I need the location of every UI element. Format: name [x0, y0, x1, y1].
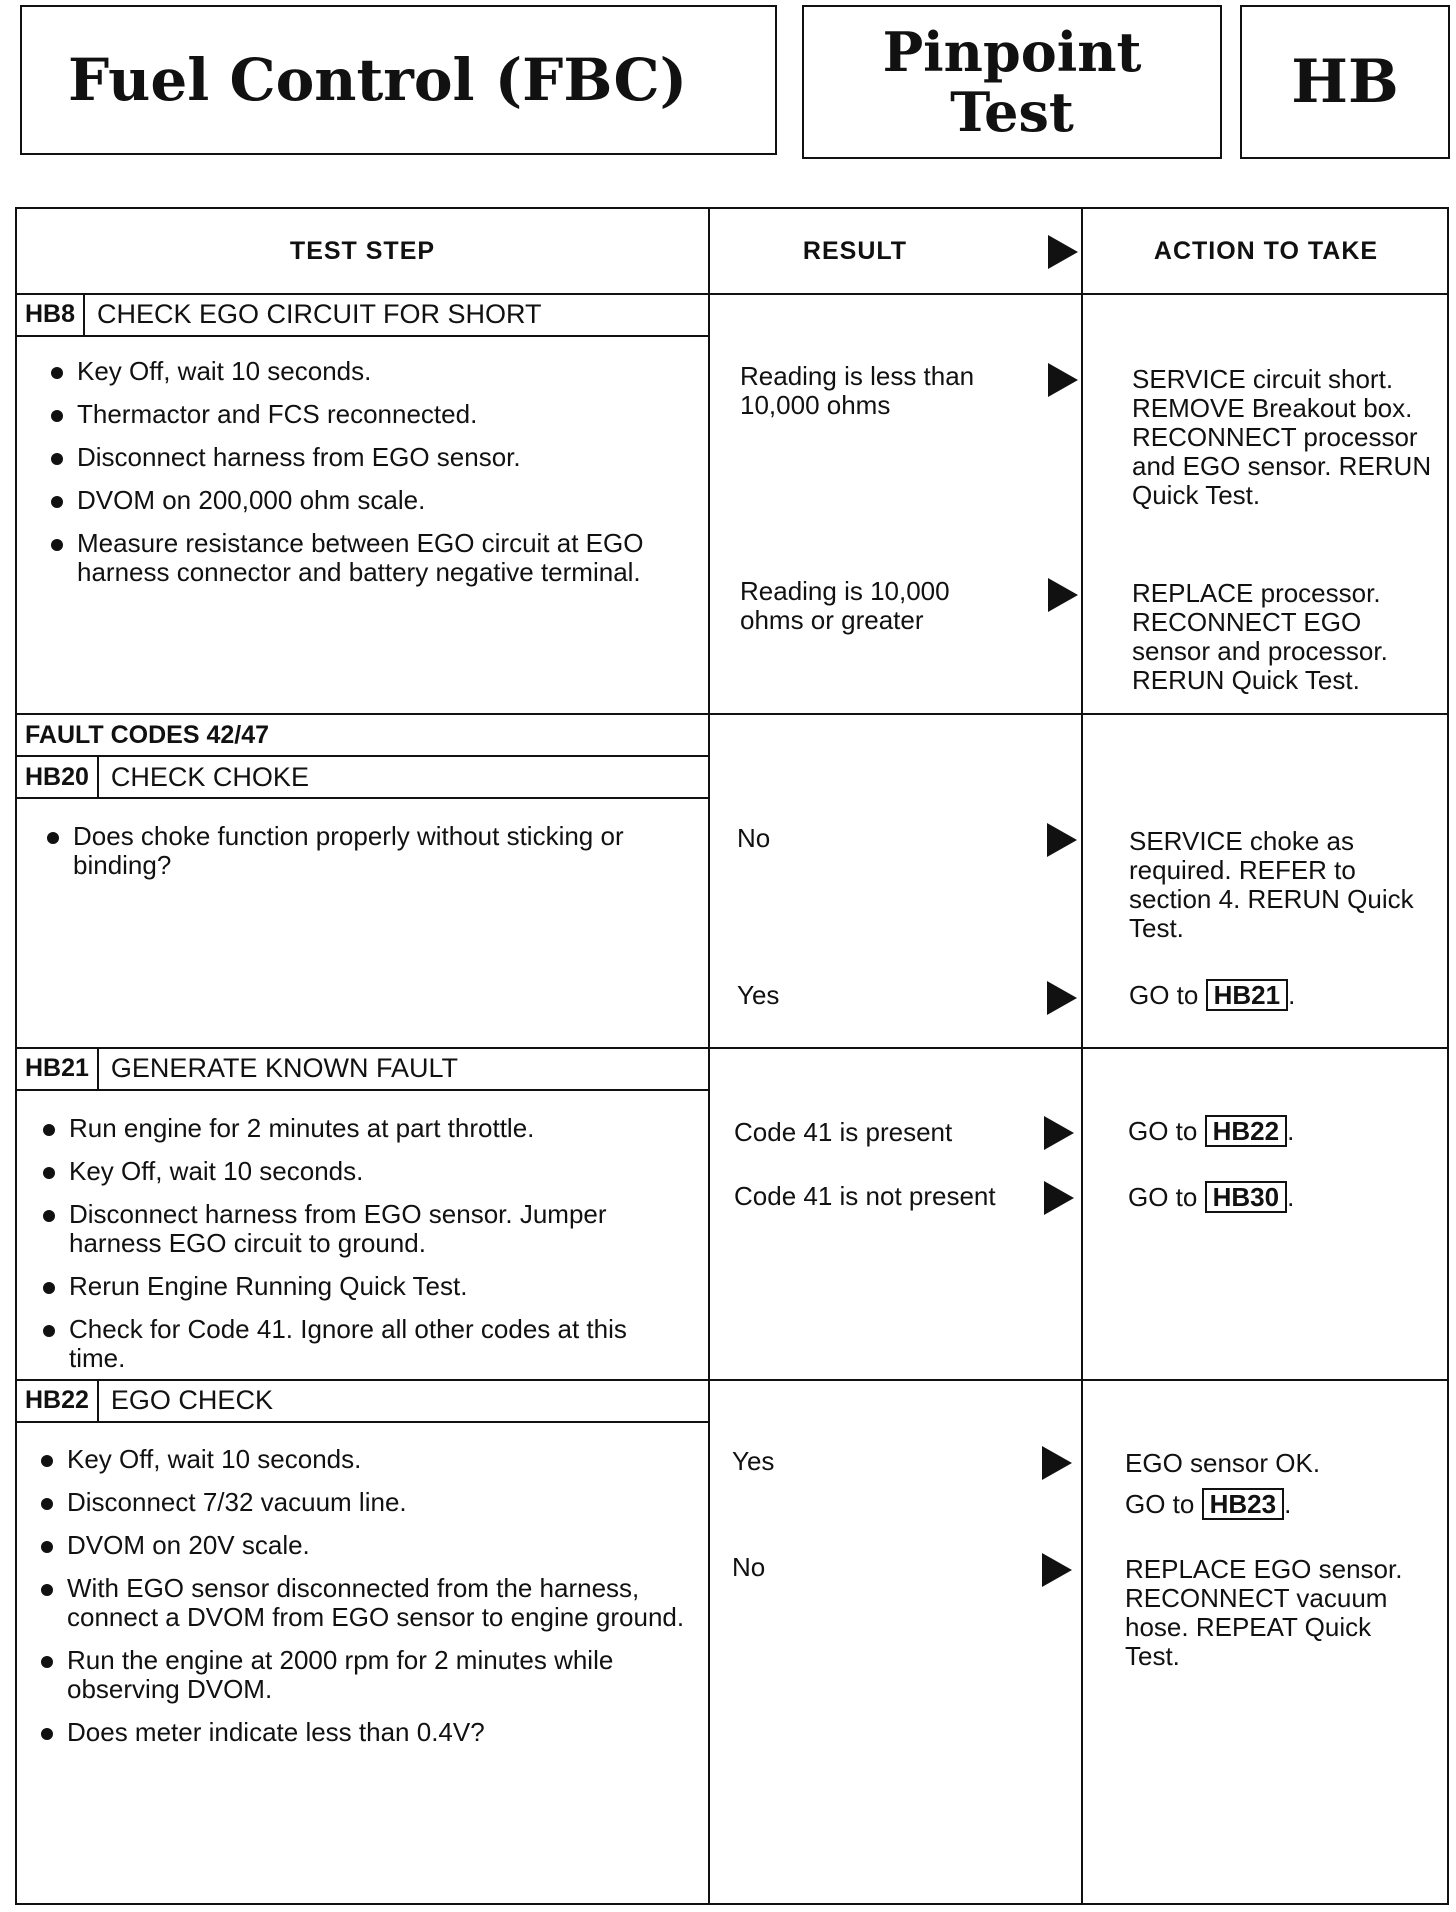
step-id: HB8: [17, 293, 85, 335]
list-item: Run the engine at 2000 rpm for 2 minutes while observing DVOM.: [37, 1646, 687, 1704]
arrow-right-icon: [1044, 1181, 1074, 1215]
step-instructions-hb20: [43, 822, 683, 894]
list-item: Key Off, wait 10 seconds.: [47, 357, 677, 386]
action-text: REPLACE EGO sensor. RECONNECT vacuum hose. REPEAT Quick Test.: [1125, 1554, 1403, 1671]
goto-suffix: .: [1287, 1116, 1295, 1146]
page-title: [20, 5, 777, 155]
step-reference-hb21[interactable]: HB21: [1206, 979, 1288, 1011]
list-item: Check for Code 41. Ignore all other codes at this time.: [39, 1315, 689, 1373]
arrow-right-icon: [1048, 578, 1078, 612]
column-header-action: ACTION TO TAKE: [1153, 236, 1379, 265]
step-header-hb22: [17, 1379, 708, 1423]
step-title: GENERATE KNOWN FAULT: [110, 1052, 458, 1083]
action-goto-hb23: [1125, 1488, 1425, 1520]
list-item: Run engine for 2 minutes at part throttle.: [39, 1114, 689, 1143]
fault-codes-label: FAULT CODES 42/47: [25, 720, 270, 749]
list-item: DVOM on 20V scale.: [37, 1531, 687, 1560]
step-reference-hb22[interactable]: HB22: [1205, 1115, 1287, 1147]
action-goto-hb22: [1128, 1115, 1428, 1147]
step-id: HB22: [17, 1379, 99, 1421]
test-code-label: [1240, 5, 1450, 159]
result-text: Yes: [737, 980, 780, 1010]
column-divider: [1081, 209, 1083, 1903]
action-text: EGO sensor OK.: [1125, 1448, 1321, 1478]
step-instructions-hb21: [39, 1114, 689, 1387]
list-item: Measure resistance between EGO circuit at EGO harness connector and battery negative terminal.: [47, 529, 677, 587]
step-reference-hb30[interactable]: HB30: [1205, 1181, 1287, 1213]
goto-suffix: .: [1284, 1489, 1292, 1519]
list-item: Does meter indicate less than 0.4V?: [37, 1718, 687, 1747]
step-reference-hb23[interactable]: HB23: [1202, 1488, 1284, 1520]
step-id: HB21: [17, 1047, 99, 1089]
action-text: SERVICE choke as required. REFER to section 4. RERUN Quick Test.: [1129, 826, 1414, 943]
result-text: No: [732, 1552, 766, 1582]
action-text-block: [1125, 1449, 1425, 1520]
arrow-right-icon: [1048, 235, 1078, 269]
goto-text: GO to: [1129, 980, 1199, 1010]
pinpoint-line-1: Pinpoint: [882, 20, 1142, 84]
step-title: CHECK CHOKE: [110, 761, 309, 792]
list-item: Does choke function properly without sticking or binding?: [43, 822, 683, 880]
test-code-text: HB: [1291, 47, 1399, 117]
result-text: Code 41 is not present: [734, 1181, 996, 1211]
list-item: Disconnect harness from EGO sensor.: [47, 443, 677, 472]
goto-suffix: .: [1288, 980, 1296, 1010]
action-goto-hb30: [1128, 1181, 1428, 1213]
page-title-text: Fuel Control (FBC): [68, 46, 688, 114]
arrow-right-icon: [1042, 1553, 1072, 1587]
step-header-hb21: [17, 1047, 708, 1091]
column-divider: [708, 209, 710, 1903]
result-text: No: [737, 823, 771, 853]
goto-text: GO to: [1128, 1116, 1198, 1146]
goto-text: GO to: [1125, 1489, 1195, 1519]
pinpoint-table: [15, 207, 1449, 1905]
goto-text: GO to: [1128, 1182, 1198, 1212]
list-item: Key Off, wait 10 seconds.: [39, 1157, 689, 1186]
step-instructions-hb22: [37, 1445, 687, 1761]
column-header-test-step: TEST STEP: [289, 236, 436, 265]
action-text: SERVICE circuit short. REMOVE Breakout box. RECONNECT processor and EGO sensor. RERUN Quick Test.: [1132, 364, 1432, 510]
step-title: CHECK EGO CIRCUIT FOR SHORT: [97, 298, 542, 329]
pinpoint-line-2: Test: [950, 80, 1074, 144]
arrow-right-icon: [1047, 823, 1077, 857]
action-text: REPLACE processor. RECONNECT EGO sensor and processor. RERUN Quick Test.: [1132, 578, 1388, 695]
list-item: Disconnect 7/32 vacuum line.: [37, 1488, 687, 1517]
action-goto-hb21: [1129, 979, 1429, 1011]
list-item: With EGO sensor disconnected from the harness, connect a DVOM from EGO sensor to engine ground.: [37, 1574, 687, 1632]
step-title: EGO CHECK: [110, 1384, 273, 1415]
step-header-hb20: [17, 755, 708, 799]
list-item: Key Off, wait 10 seconds.: [37, 1445, 687, 1474]
arrow-right-icon: [1048, 363, 1078, 397]
list-item: DVOM on 200,000 ohm scale.: [47, 486, 677, 515]
step-header-hb8: [17, 293, 708, 337]
result-text: Reading is 10,000 ohms or greater: [740, 576, 950, 635]
arrow-right-icon: [1047, 981, 1077, 1015]
column-header-result: RESULT: [802, 236, 908, 265]
list-item: Disconnect harness from EGO sensor. Jumper harness EGO circuit to ground.: [39, 1200, 689, 1258]
arrow-right-icon: [1042, 1446, 1072, 1480]
step-id: HB20: [17, 757, 99, 797]
step-instructions-hb8: [47, 357, 677, 601]
list-item: Rerun Engine Running Quick Test.: [39, 1272, 689, 1301]
goto-suffix: .: [1287, 1182, 1295, 1212]
result-text: Reading is less than 10,000 ohms: [740, 361, 975, 420]
result-text: Code 41 is present: [734, 1117, 953, 1147]
pinpoint-test-label: [802, 5, 1222, 159]
arrow-right-icon: [1044, 1116, 1074, 1150]
result-text: Yes: [732, 1446, 775, 1476]
list-item: Thermactor and FCS reconnected.: [47, 400, 677, 429]
